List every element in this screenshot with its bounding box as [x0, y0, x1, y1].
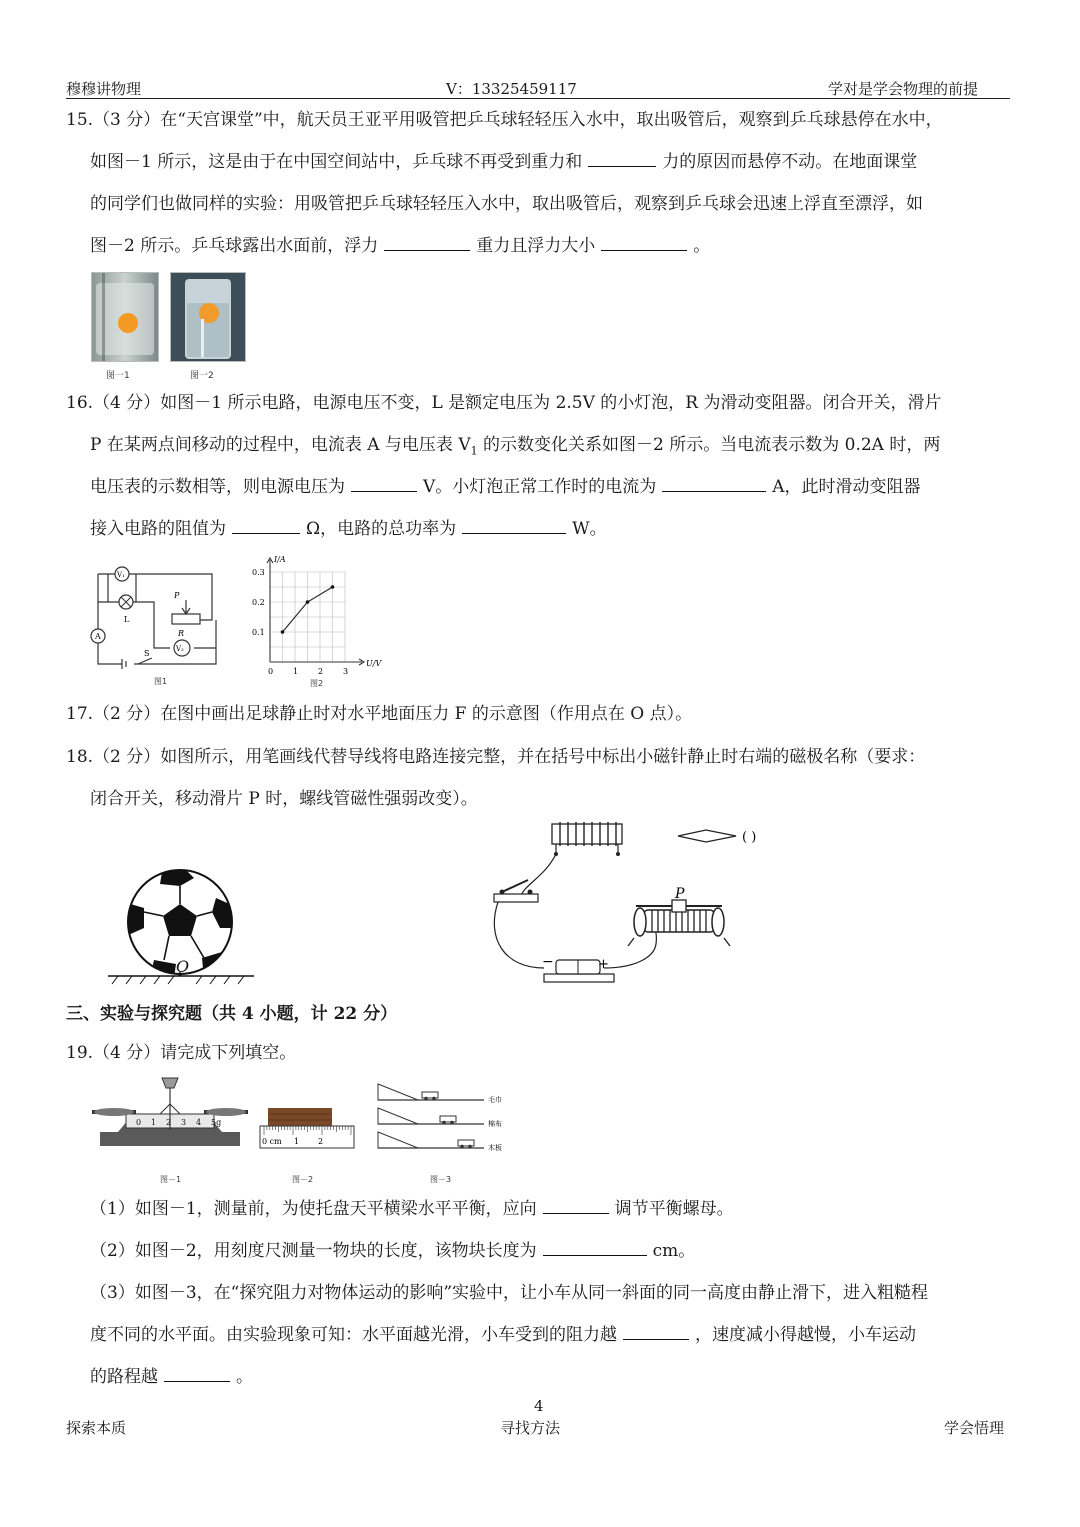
q18-circuit-figure: [484, 818, 784, 990]
q16-line3: [90, 475, 921, 499]
ruler-mark-2: 2: [318, 1137, 324, 1146]
q16-line2: [90, 433, 940, 463]
balance-scale-number: 2: [166, 1118, 172, 1127]
ruler-mark-1: 1: [294, 1137, 300, 1146]
q19-blank4[interactable]: [164, 1365, 230, 1382]
data-point-3: [331, 585, 335, 589]
battery-icon: [122, 659, 126, 669]
graph-grid: [270, 572, 345, 662]
q16-line3-c: A，此时滑动变阻器: [772, 477, 921, 497]
switch-icon: [138, 658, 152, 664]
cart-wheel-icon: [432, 1097, 436, 1101]
solenoid-icon: [552, 822, 622, 856]
circuit-label-l: L: [124, 615, 130, 624]
q19-sub3-line2-b: ，速度减小得越慢，小车运动: [695, 1325, 916, 1345]
q19-sub2-b: cm。: [652, 1241, 696, 1261]
q16-line4-b: Ω，电路的总功率为: [306, 519, 457, 539]
data-point-2: [306, 600, 310, 604]
q16-blank1[interactable]: [351, 475, 417, 492]
q19-blank2[interactable]: [543, 1239, 647, 1256]
circuit-label-r: R: [178, 629, 185, 638]
section3-title: 三、实验与探究题（共 4 小题，计 22 分）: [66, 1004, 398, 1024]
q16-blank2[interactable]: [662, 475, 766, 492]
q16-line4: [90, 517, 607, 541]
q16-line4-a: 接入电路的阻值为: [90, 519, 226, 539]
ramp-icon: [378, 1084, 418, 1100]
cart-icon: [440, 1116, 456, 1122]
cart-icon: [458, 1140, 474, 1146]
battery-plus-label: +: [598, 957, 609, 972]
q19-sub3-line2: [90, 1323, 916, 1347]
q19-blank1[interactable]: [543, 1197, 609, 1214]
footer-center: 寻找方法: [500, 1419, 561, 1437]
data-point-1: [281, 630, 285, 634]
q19-sub3-line3-b: 。: [236, 1367, 253, 1387]
x-tick-label: 2: [318, 667, 324, 676]
q16-line2-a: P 在某两点间移动的过程中，电流表 A 与电压表 V: [90, 435, 471, 455]
q19-fig2-caption: 图－2: [292, 1175, 314, 1184]
ramp-icon: [378, 1132, 418, 1148]
q15-blank3[interactable]: [601, 234, 687, 251]
y-tick-label: 0.3: [252, 568, 265, 577]
surface-label: 棉布: [488, 1120, 502, 1128]
ruler-unit-label: 0 cm: [262, 1137, 282, 1146]
y-tick-label: 0.1: [252, 628, 265, 637]
graph-ylabel: I/A: [274, 555, 286, 564]
q19-sub3-line2-a: 度不同的水平面。由实验现象可知：水平面越光滑，小车受到的阻力越: [90, 1325, 617, 1345]
slider-p-label: P: [675, 886, 685, 902]
surface-label: 木板: [488, 1144, 502, 1152]
point-o-label: O: [176, 957, 190, 976]
cart-icon: [422, 1092, 438, 1098]
q15-blank1[interactable]: [588, 150, 656, 167]
battery-minus-label: −: [542, 954, 554, 970]
q19-balance-figure: [90, 1074, 250, 1190]
q16-line2-sub: 1: [470, 444, 478, 458]
x-tick-label: 3: [343, 667, 349, 676]
cart-wheel-icon: [424, 1097, 428, 1101]
circuit-label-p: P: [174, 591, 180, 600]
balance-scale-number: 4: [196, 1118, 202, 1127]
q19-ramps-figure: [374, 1074, 524, 1190]
balance-scale-number: 1: [151, 1118, 157, 1127]
q15-line4: [90, 234, 710, 258]
header-contact: V：13325459117: [446, 80, 577, 98]
q17-line1: 17.（2 分）在图中画出足球静止时对水平地面压力 F 的示意图（作用点在 O 点）。: [66, 704, 693, 724]
q15-fig2-caption: 图一2: [190, 371, 214, 381]
rheostat-icon: [628, 900, 730, 946]
q16-blank4[interactable]: [462, 517, 566, 534]
ground-hatch: [112, 976, 244, 984]
circuit-label-a: A: [95, 632, 101, 641]
circuit-label-s: S: [144, 649, 150, 658]
page-number: 4: [534, 1397, 544, 1415]
y-tick-label: 0.2: [252, 598, 265, 607]
compass-pole-paren[interactable]: ( ): [742, 830, 757, 845]
q18-line2: 闭合开关，移动滑片 P 时，螺线管磁性强弱改变）。: [90, 789, 478, 809]
x-tick-label: 0: [268, 667, 274, 676]
q16-line3-b: V。小灯泡正常工作时的电流为: [423, 477, 657, 497]
cart-wheel-icon: [450, 1121, 454, 1125]
cart-wheel-icon: [460, 1145, 464, 1149]
q18-line1: 18.（2 分）如图所示，用笔画线代替导线将电路连接完整，并在括号中标出小磁针静止时右端的磁极名称（要求：: [66, 747, 926, 767]
header-left: 穆穆讲物理: [66, 80, 142, 98]
balance-icon: [92, 1078, 248, 1146]
graph-caption: 图2: [310, 679, 324, 688]
q19-sub3-line1: （3）如图－3，在“探究阻力对物体运动的影响”实验中，让小车从同一斜面的同一高度由静止滑下，进入粗糙程: [90, 1283, 929, 1303]
q16-line1: 16.（4 分）如图－1 所示电路，电源电压不变，L 是额定电压为 2.5V 的小灯泡，R 为滑动变阻器。闭合开关，滑片: [66, 393, 942, 413]
q16-line4-c: W。: [572, 519, 607, 539]
circuit-label-v2: V₂: [176, 645, 184, 653]
q16-iu-graph: [250, 552, 390, 692]
q19-sub2-a: （2）如图－2，用刻度尺测量一物块的长度，该物块长度为: [90, 1241, 537, 1261]
header-right: 学对是学会物理的前提: [828, 80, 979, 98]
graph-x-ticks: [268, 667, 348, 676]
cart-wheel-icon: [468, 1145, 472, 1149]
q19-line1: 19.（4 分）请完成下列填空。: [66, 1043, 297, 1063]
footer-right: 学会悟理: [944, 1419, 1005, 1437]
q19-sub1-a: （1）如图－1，测量前，为使托盘天平横梁水平平衡，应向: [90, 1199, 537, 1219]
q19-ruler-figure: [258, 1074, 358, 1190]
q16-line2-b: 的示数变化关系如图－2 所示。当电流表示数为 0.2A 时，两: [483, 435, 941, 455]
q19-sub1: [90, 1197, 734, 1221]
q16-circuit-diagram: [86, 560, 226, 690]
q15-line4-c: 。: [693, 236, 711, 256]
q15-line2-b: 力的原因而悬停不动。在地面课堂: [662, 152, 918, 172]
q15-line4-a: 图－2 所示。乒乓球露出水面前，浮力: [90, 236, 379, 256]
q19-fig3-caption: 图－3: [430, 1175, 452, 1184]
q16-blank3[interactable]: [232, 517, 300, 534]
photo-space-station-ball: [91, 272, 159, 362]
q19-sub3-line3-a: 的路程越: [90, 1367, 158, 1387]
circuit-caption: 图1: [154, 677, 168, 686]
soccer-ball-figure: [104, 866, 254, 986]
balance-scale-number: 5g: [211, 1118, 222, 1127]
q19-blank3[interactable]: [623, 1323, 689, 1340]
ramp-icon: [378, 1108, 418, 1124]
graph-xlabel: U/V: [366, 659, 382, 668]
q15-line4-b: 重力且浮力大小: [476, 236, 596, 256]
q15-line2: [90, 150, 917, 174]
compass-needle-icon: [678, 830, 736, 842]
balance-scale-number: 3: [181, 1118, 187, 1127]
cart-wheel-icon: [442, 1121, 446, 1125]
q19-sub2: [90, 1239, 695, 1263]
q15-blank2[interactable]: [384, 234, 470, 251]
q15-line1: 15.（3 分）在“天宫课堂”中，航天员王亚平用吸管把乒乓球轻轻压入水中，取出吸管后，观察到乒乓球悬停在水中，: [66, 110, 943, 130]
q16-line3-a: 电压表的示数相等，则电源电压为: [90, 477, 345, 497]
q15-fig1-caption: 图一1: [106, 371, 130, 381]
x-tick-label: 1: [293, 667, 299, 676]
photo-ground-ball: [170, 272, 246, 362]
q15-line2-a: 如图－1 所示，这是由于在中国空间站中，乒乓球不再受到重力和: [90, 152, 583, 172]
circuit-label-v1: V₁: [117, 571, 125, 579]
graph-y-ticks: [252, 568, 265, 637]
footer-left: 探索本质: [66, 1419, 127, 1437]
q15-line3: 的同学们也做同样的实验：用吸管把乒乓球轻轻压入水中，取出吸管后，观察到乒乓球会迅速上浮直至漂浮，如: [90, 194, 923, 214]
q19-sub1-b: 调节平衡螺母。: [614, 1199, 734, 1219]
wood-block-icon: [268, 1108, 332, 1126]
surface-label: 毛巾: [488, 1096, 502, 1104]
balance-scale-number: 0: [136, 1118, 142, 1127]
header-rule: [66, 98, 1010, 99]
q19-fig1-caption: 图－1: [160, 1175, 182, 1184]
q19-sub3-line3: [90, 1365, 253, 1389]
